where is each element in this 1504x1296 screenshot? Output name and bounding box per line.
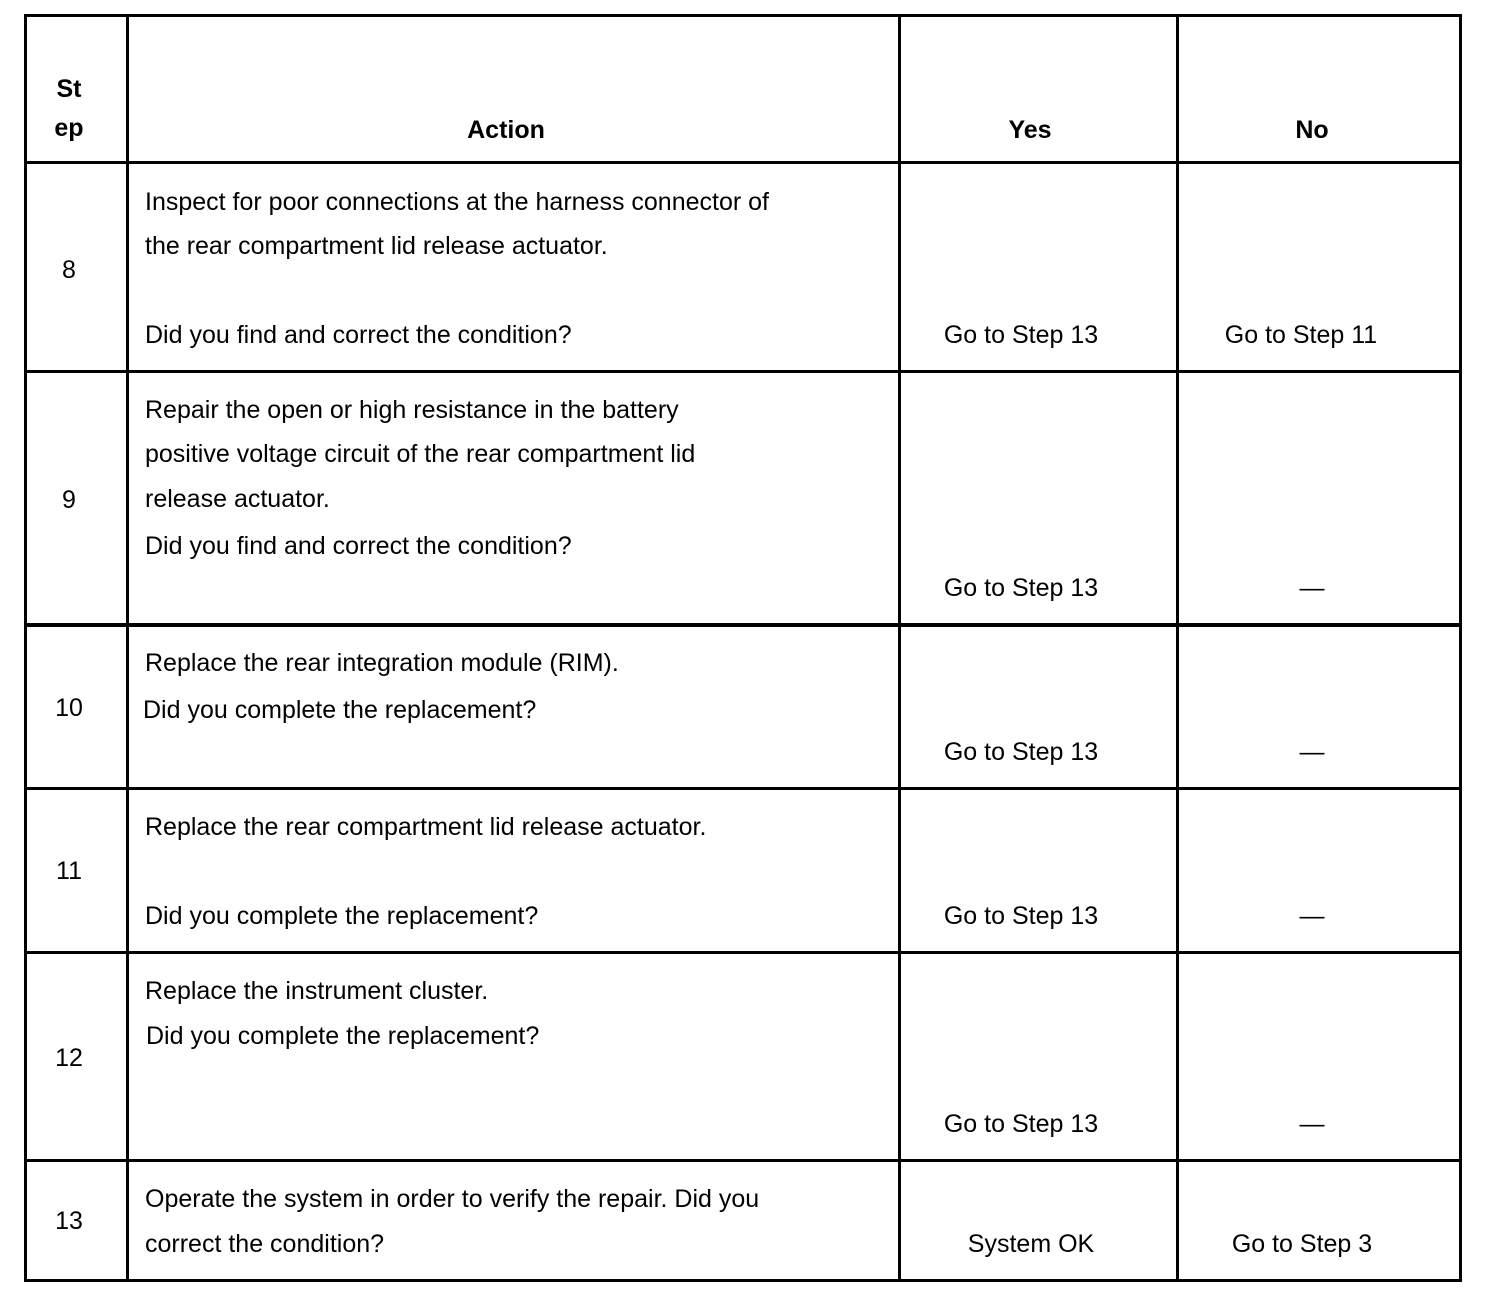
step-number: 9 — [62, 486, 76, 514]
no-outcome: Go to Step 3 — [1231, 1230, 1373, 1258]
no-outcome: — — [1299, 738, 1325, 766]
grid-line — [898, 14, 901, 1282]
no-outcome: — — [1299, 1110, 1325, 1138]
header-step-line2: ep — [54, 114, 84, 142]
action-question: Did you find and correct the condition? — [145, 532, 572, 560]
action-question: Did you find and correct the condition? — [145, 321, 572, 349]
step-number: 10 — [55, 694, 83, 722]
no-outcome: — — [1299, 574, 1325, 602]
header-step-line1: St — [56, 75, 82, 103]
no-outcome: Go to Step 11 — [1224, 321, 1378, 349]
action-line: Replace the rear compartment lid release actuator. — [145, 813, 707, 841]
no-outcome: — — [1299, 902, 1325, 930]
grid-line — [24, 14, 1462, 17]
action-line: Replace the instrument cluster. — [145, 977, 489, 1005]
grid-line — [24, 623, 1462, 627]
action-line: the rear compartment lid release actuator. — [145, 232, 608, 260]
header-step — [54, 70, 83, 148]
yes-outcome: Go to Step 13 — [943, 738, 1099, 766]
grid-line — [126, 14, 129, 1282]
grid-line — [24, 787, 1462, 790]
yes-outcome: Go to Step 13 — [943, 321, 1099, 349]
step-number: 11 — [56, 857, 82, 885]
grid-line — [24, 1279, 1462, 1282]
step-number: 8 — [62, 256, 76, 284]
action-line: release actuator. — [145, 485, 330, 513]
header-yes: Yes — [1008, 116, 1052, 144]
step-number: 13 — [55, 1207, 83, 1235]
action-line: Operate the system in order to verify the repair. Did you — [145, 1185, 760, 1213]
action-question: Did you complete the replacement? — [146, 1022, 540, 1050]
grid-line — [24, 161, 1462, 164]
yes-outcome: System OK — [967, 1230, 1095, 1258]
grid-line — [24, 1159, 1462, 1162]
action-question: Did you complete the replacement? — [145, 902, 539, 930]
action-line: positive voltage circuit of the rear compartment lid — [145, 440, 696, 468]
yes-outcome: Go to Step 13 — [943, 1110, 1099, 1138]
diagnostic-table — [24, 14, 1462, 1282]
action-question: Did you complete the replacement? — [143, 696, 537, 724]
step-number: 12 — [55, 1044, 83, 1072]
header-action: Action — [467, 116, 545, 144]
action-line: Inspect for poor connections at the harness connector of — [145, 188, 769, 216]
grid-line — [1176, 14, 1179, 1282]
action-line: correct the condition? — [145, 1230, 385, 1258]
header-no: No — [1295, 116, 1329, 144]
action-line: Repair the open or high resistance in the battery — [145, 396, 679, 424]
action-line: Replace the rear integration module (RIM). — [145, 649, 619, 677]
grid-line — [24, 370, 1462, 373]
grid-line — [24, 14, 27, 1282]
grid-line — [24, 951, 1462, 954]
yes-outcome: Go to Step 13 — [943, 574, 1099, 602]
yes-outcome: Go to Step 13 — [943, 902, 1099, 930]
grid-line — [1459, 14, 1462, 1282]
